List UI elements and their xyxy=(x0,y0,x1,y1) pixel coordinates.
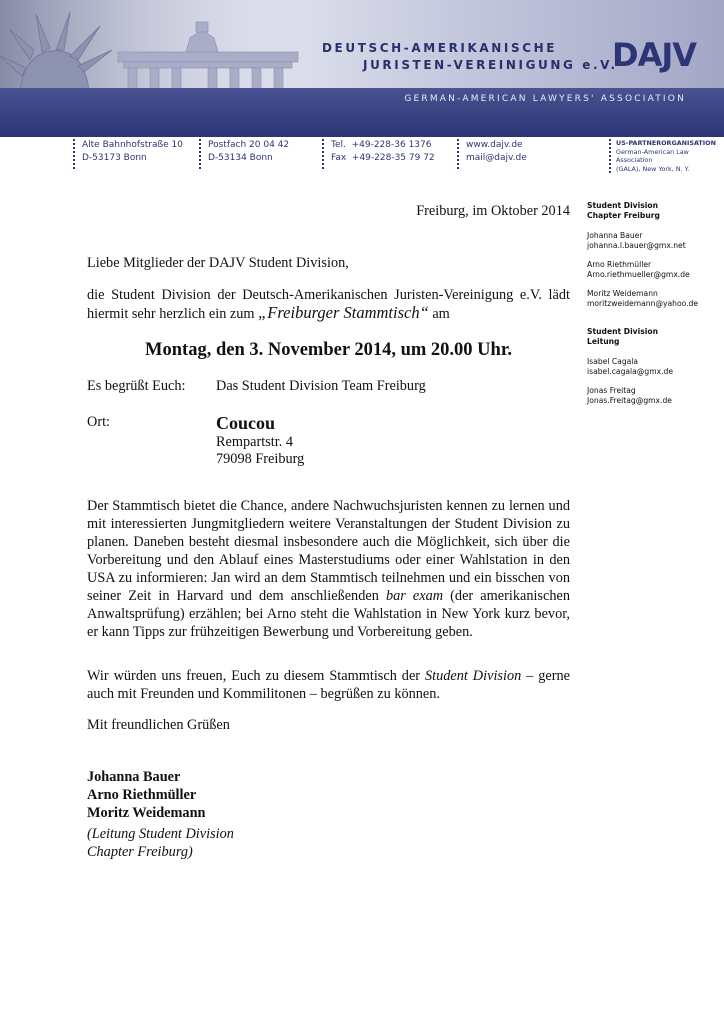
bar-exam-term: bar exam xyxy=(385,588,444,604)
fax-line: Fax +49-228-35 79 72 xyxy=(331,152,435,163)
venue-name: Coucou xyxy=(216,413,276,433)
partner-title: US-PARTNERORGANISATION xyxy=(616,139,716,147)
venue-city: 79098 Freiburg xyxy=(216,451,305,467)
salutation: Liebe Mitglieder der DAJV Student Division, xyxy=(87,255,349,271)
signatory-name: Moritz Weidemann xyxy=(87,805,206,821)
address-line2: D-53173 Bonn xyxy=(82,152,147,163)
web-block xyxy=(457,139,527,169)
location-block xyxy=(216,412,304,468)
sidebar-leadership xyxy=(587,327,673,406)
phone-line: Tel. +49-228-36 1376 xyxy=(331,140,432,150)
date-line: Freiburg, im Oktober 2014 xyxy=(416,203,570,219)
contact-name: Johanna Bauer xyxy=(587,231,643,240)
organization-name-line1: DEUTSCH-AMERIKANISCHE xyxy=(322,41,558,55)
address-line1: Alte Bahnhofstraße 10 xyxy=(82,140,184,150)
website-link[interactable]: www.dajv.de xyxy=(466,140,523,150)
body-text-part1: Der Stammtisch bietet die Chance, andere Nachwuchsjuristen kennen zu lernen und mit interessierten Jungmitgliedern weitere Veranstaltungen der Student Division zu planen. Daneben besteht diesmal insbesondere auch die Möglichkeit, sich über die Vorbereitung und den Ablauf eines Masterstudiums oder einer Wahlstation in den USA zu informieren: Jan wird an dem Stammtisch teilnehmen und ein bisschen von seiner Zeit in Harvard und dem anschließenden xyxy=(87,498,570,604)
signatories xyxy=(87,768,570,822)
welcome-text-part2: – gerne auch mit Freunden und Kommilitonen – begrüßen zu können. xyxy=(87,668,571,702)
email-link[interactable]: mail@dajv.de xyxy=(466,152,527,163)
location-label: Ort: xyxy=(87,414,111,430)
postbox-line2: D-53134 Bonn xyxy=(208,152,273,163)
contact-name: Moritz Weidemann xyxy=(587,289,658,298)
venue-street: Rempartstr. 4 xyxy=(216,434,294,450)
partner-line1: German-American Law Association xyxy=(616,147,689,164)
contact-name: Jonas Freitag xyxy=(587,386,636,395)
body-paragraph xyxy=(87,497,570,641)
chapter-subtitle: Chapter Freiburg xyxy=(587,211,660,220)
greeting-label: Es begrüßt Euch: xyxy=(87,378,186,394)
signatory-name: Johanna Bauer xyxy=(87,769,181,785)
contact-email[interactable]: isabel.cagala@gmx.de xyxy=(587,367,674,376)
sidebar-chapter xyxy=(587,201,698,309)
contact-name: Isabel Cagala xyxy=(587,357,639,366)
contact-email[interactable]: Arno.riethmueller@gmx.de xyxy=(587,270,690,279)
address-block xyxy=(73,139,183,169)
letterhead xyxy=(0,0,724,137)
invitation-paragraph xyxy=(87,286,570,323)
signatory-role xyxy=(87,825,570,861)
role-line2: Chapter Freiburg) xyxy=(87,844,193,860)
leadership-subtitle: Leitung xyxy=(587,337,620,346)
welcome-paragraph xyxy=(87,667,570,703)
tagline: GERMAN-AMERICAN LAWYERS' ASSOCIATION xyxy=(404,94,686,104)
partner-line2: (GALA), New York, N. Y. xyxy=(616,164,690,173)
dajv-logo: DAJV xyxy=(612,36,696,74)
signatory-name: Arno Riethmüller xyxy=(87,787,197,803)
welcome-text-part1: Wir würden uns freuen, Euch zu diesem Stammtisch der xyxy=(87,668,425,684)
partner-organization xyxy=(609,139,724,173)
contact-name: Arno Riethmüller xyxy=(587,260,652,269)
invitation-end: am xyxy=(428,306,450,322)
contact-email[interactable]: moritzweidemann@yahoo.de xyxy=(587,299,699,308)
closing: Mit freundlichen Grüßen xyxy=(87,717,230,733)
role-line1: (Leitung Student Division xyxy=(87,826,234,842)
event-date-heading: Montag, den 3. November 2014, um 20.00 Uhr. xyxy=(145,340,512,360)
organization-name-line2: JURISTEN-VEREINIGUNG e.V. xyxy=(363,58,618,72)
postbox-block xyxy=(199,139,289,169)
body-text-part2: (der amerikanischen Anwaltsprüfung) erzählen; bei Arno steht die Wahlstation in New York kurz bevor, er kann Tipps zur frühzeitigen Bewerbung und Vorbereitung geben. xyxy=(87,588,570,640)
leadership-title: Student Division xyxy=(587,327,658,336)
invitation-text: die Student Division der Deutsch-Amerikanischen Juristen-Vereinigung e.V. lädt hiermit sehr herzlich ein zum xyxy=(87,287,570,322)
event-name: „Freiburger Stammtisch“ xyxy=(258,303,429,322)
phone-block xyxy=(322,139,435,169)
contact-email[interactable]: Jonas.Freitag@gmx.de xyxy=(587,396,672,405)
contact-email[interactable]: johanna.l.bauer@gmx.net xyxy=(587,241,686,250)
student-division-term: Student Division xyxy=(424,668,522,684)
greeting-value: Das Student Division Team Freiburg xyxy=(216,378,426,394)
chapter-title: Student Division xyxy=(587,201,658,210)
postbox-line1: Postfach 20 04 42 xyxy=(208,140,290,150)
